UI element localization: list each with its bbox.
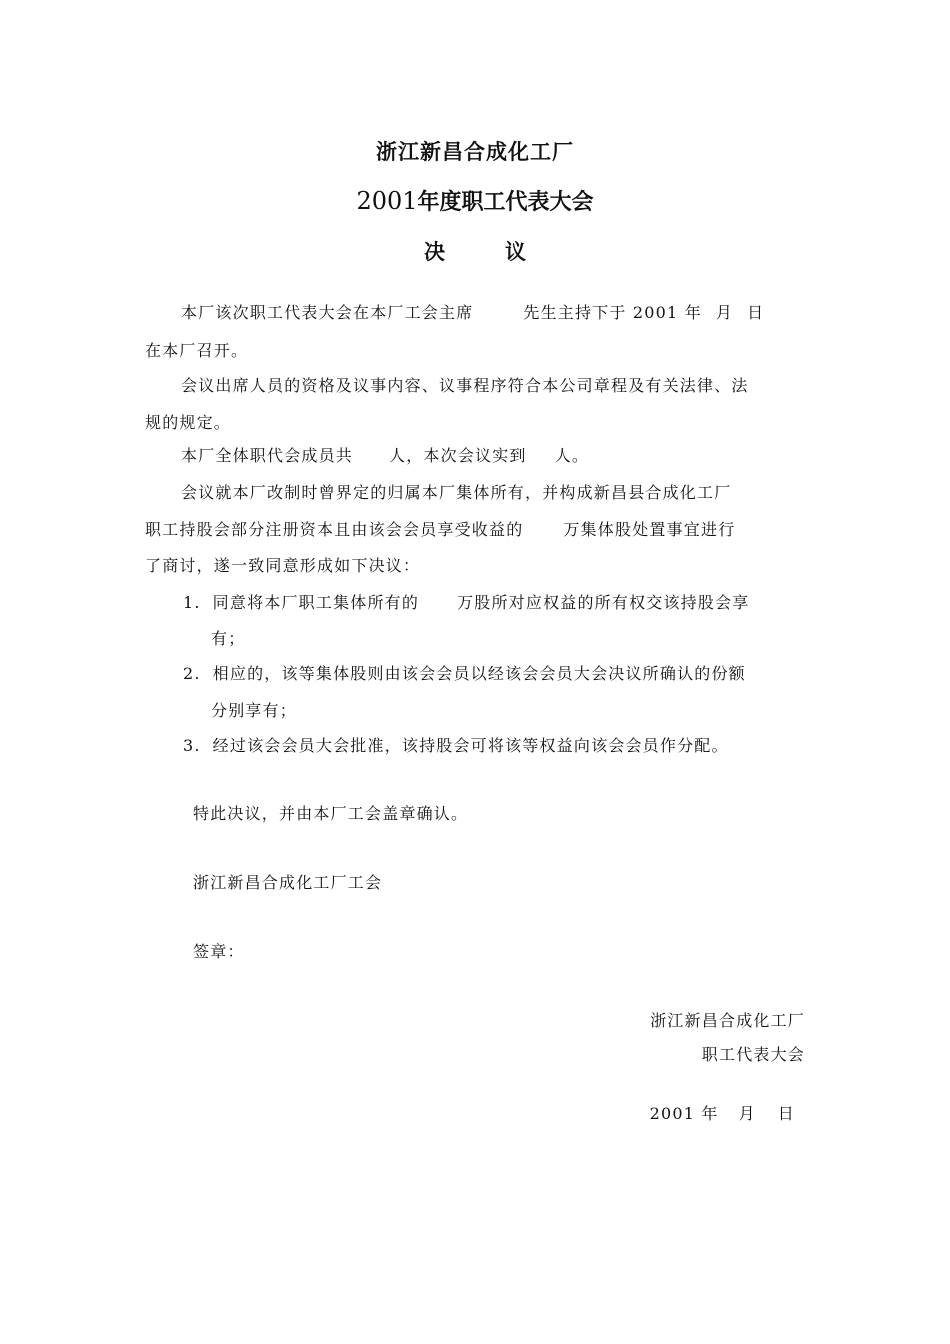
resolution-1-text-a1: 同意将本厂职工集体所有的 xyxy=(212,593,420,612)
resolution-1-text-a2: 万股所对应权益的所有权交该持股会享 xyxy=(457,593,750,612)
p1-text-c: 月 xyxy=(715,303,734,322)
p4-text-b2: 万集体股处置事宜进行 xyxy=(563,520,736,539)
resolution-3-text-a1: 经过该会会员大会批准，该持股会可将该等权益向该会会员作分配。 xyxy=(212,736,729,755)
signature-date xyxy=(650,1101,795,1124)
p3-text-a: 本厂全体职代会成员共 xyxy=(181,446,354,465)
date-month: 月 xyxy=(738,1104,756,1123)
paragraph-2-line-2: 规的规定。 xyxy=(145,413,232,432)
paragraph-1-line-2: 在本厂召开。 xyxy=(145,341,249,360)
document-type-title xyxy=(0,236,950,266)
doc-type-char-1: 决 xyxy=(424,240,445,264)
meeting-year: 2001 xyxy=(356,187,418,215)
p1-text-a: 本厂该次职工代表大会在本厂工会主席 xyxy=(181,303,474,322)
resolution-1-line-2: 有； xyxy=(211,629,246,648)
paragraph-4-line-2 xyxy=(145,517,735,540)
date-day: 日 xyxy=(777,1104,795,1123)
p4-text-b1: 职工持股会部分注册资本且由该会会员享受收益的 xyxy=(145,520,524,539)
resolution-2-line-2: 分别享有； xyxy=(211,701,298,720)
meeting-title-text: 年度职工代表大会 xyxy=(417,190,594,215)
resolution-2-number: 2. xyxy=(183,664,201,683)
paragraph-4-line-3: 了商讨，遂一致同意形成如下决议： xyxy=(145,556,421,575)
meeting-title xyxy=(0,185,950,216)
resolution-2-text-a1: 相应的，该等集体股则由该会会员以经该会会员大会决议所确认的份额 xyxy=(212,664,746,683)
p3-text-c: 人。 xyxy=(554,446,590,465)
closing-statement: 特此决议，并由本厂工会盖章确认。 xyxy=(193,804,469,823)
company-title: 浙江新昌合成化工厂 xyxy=(376,140,574,164)
paragraph-3 xyxy=(181,443,589,466)
seal-label: 签章： xyxy=(193,942,245,961)
paragraph-2-line-1: 会议出席人员的资格及议事内容、议事程序符合本公司章程及有关法律、法 xyxy=(181,376,749,395)
date-year: 2001 年 xyxy=(649,1104,719,1123)
paragraph-1-line-1 xyxy=(181,300,764,323)
resolution-3-line-1 xyxy=(183,733,729,756)
resolution-1-line-1 xyxy=(183,590,749,613)
p1-text-b: 先生主持下于 2001 年 xyxy=(523,303,702,322)
doc-type-char-2: 议 xyxy=(505,240,526,264)
resolution-2-line-1 xyxy=(183,661,746,684)
resolution-3-number: 3. xyxy=(183,736,201,755)
p1-text-d: 日 xyxy=(747,303,765,322)
p3-text-b: 人，本次会议实到 xyxy=(389,446,527,465)
signature-body: 职工代表大会 xyxy=(701,1045,805,1064)
resolution-1-number: 1. xyxy=(183,593,201,612)
paragraph-4-line-1: 会议就本厂改制时曾界定的归属本厂集体所有，并构成新昌县合成化工厂 xyxy=(181,483,732,502)
signature-company: 浙江新昌合成化工厂 xyxy=(650,1011,805,1030)
union-name: 浙江新昌合成化工厂工会 xyxy=(193,873,383,892)
